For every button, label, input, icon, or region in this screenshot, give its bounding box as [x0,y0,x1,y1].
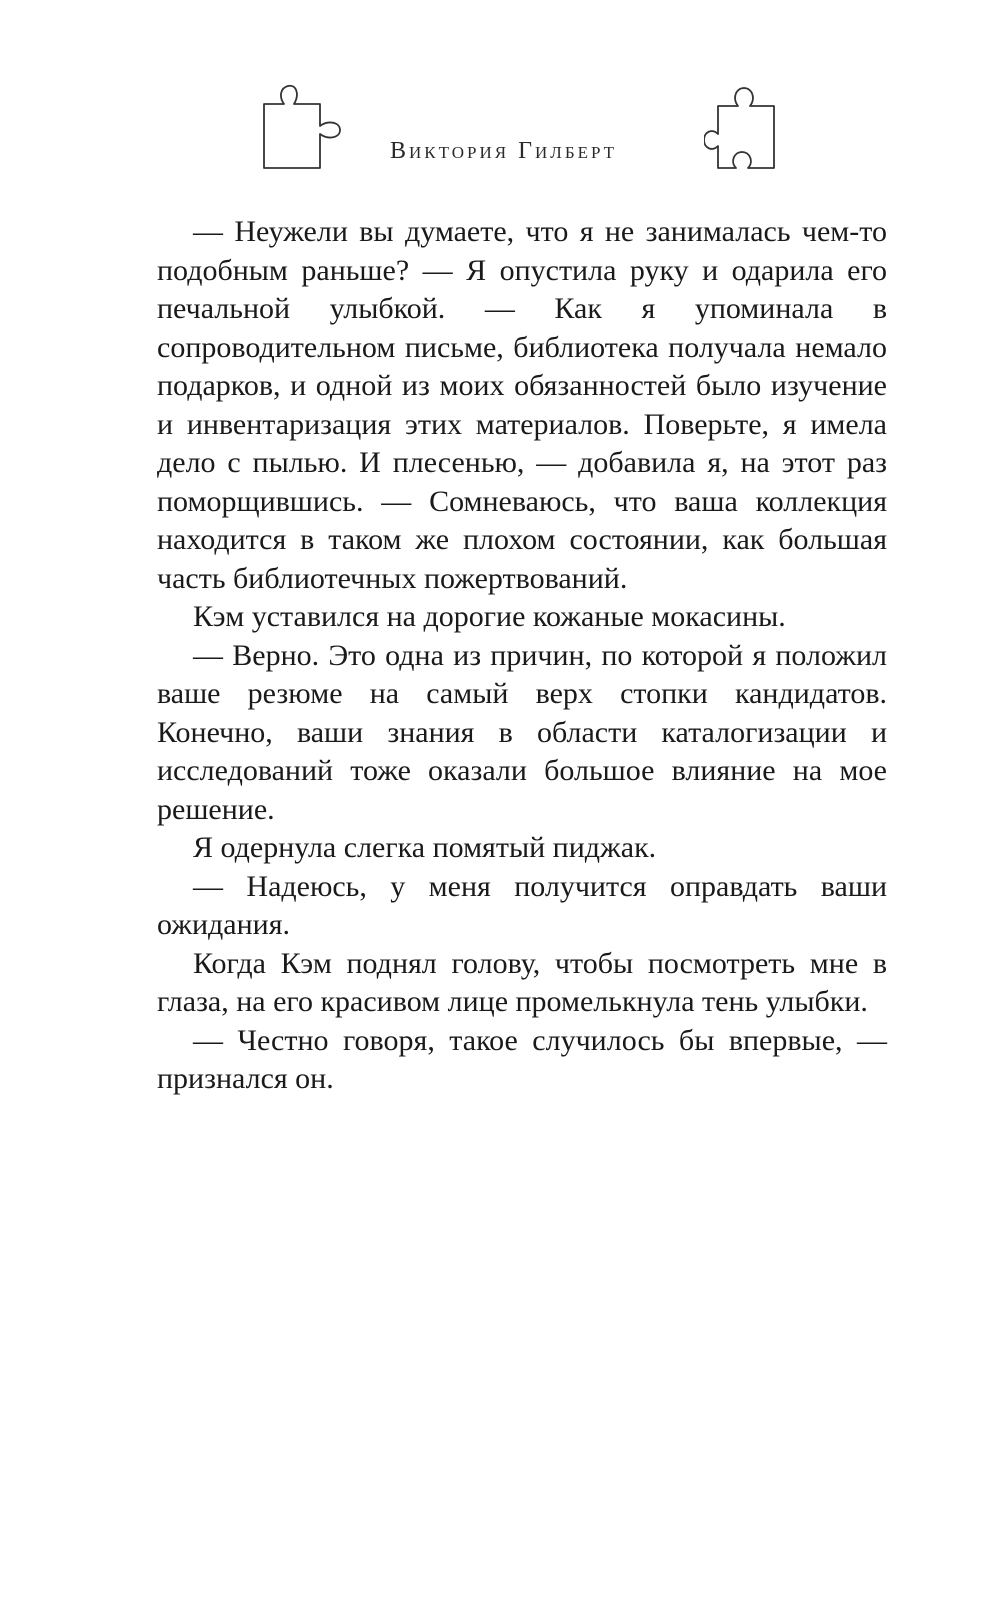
page-header [0,80,1000,180]
running-head-author: Виктория Гилберт [390,138,618,164]
paragraph: Когда Кэм поднял голову, чтобы посмотреть мне в глаза, на его красивом лице промелькнула тень улыбки. [157,946,887,1018]
paragraph: — Верно. Это одна из причин, по которой я положил ваше резюме на самый верх стопки кандидатов. Конечно, ваши знания в области каталогизации и исследований тоже оказали большое влияние на мое решение. [157,638,887,826]
paragraph: — Надеюсь, у меня получится оправдать ваши ожидания. [157,869,887,941]
paragraph: — Честно говоря, такое случилось бы впервые, — признался он. [157,1023,887,1095]
puzzle-piece-icon [704,86,784,172]
body-text [157,213,887,1099]
paragraph: Я одернула слегка помятый пиджак. [193,831,657,864]
paragraph: Кэм уставился на дорогие кожаные мокасины. [193,600,786,633]
puzzle-piece-icon [262,82,354,172]
paragraph: — Неужели вы думаете, что я не занималась чем-то подобным раньше? — Я опустила руку и одарила его печальной улыбкой. — Как я упоминала в сопроводительном письме, библиотека получала немало подарков, и одной из моих обязанностей было изучение и инвентаризация этих материалов. Поверьте, я имела дело с пылью. И плесенью, — добавила я, на этот раз поморщившись. — Сомневаюсь, что ваша коллекция находится в таком же плохом состоянии, как большая часть библиотечных пожертвований. [157,215,887,595]
